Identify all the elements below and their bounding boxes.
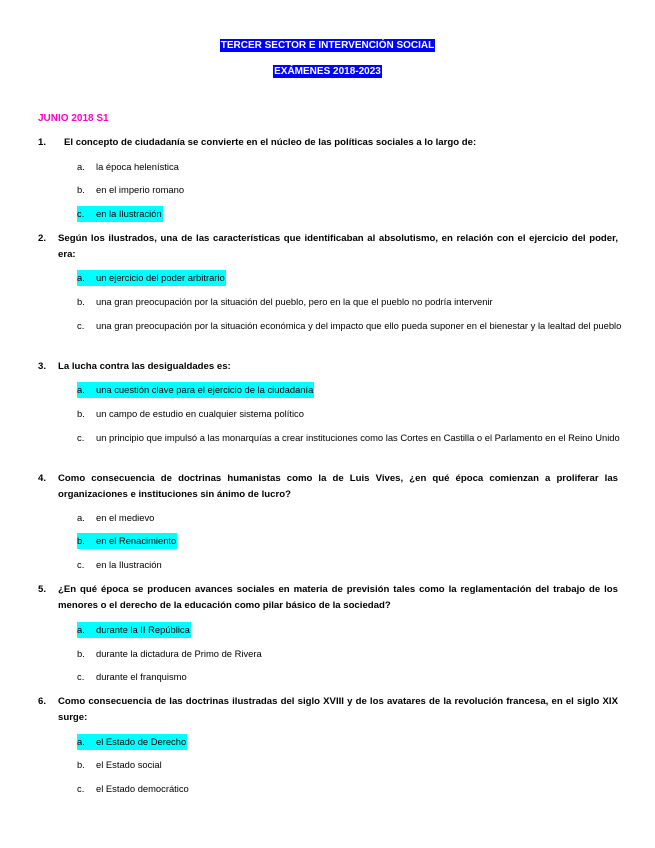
document-title-text: TERCER SECTOR E INTERVENCIÓN SOCIAL (220, 40, 435, 51)
question-text: Como consecuencia de doctrinas humanistas como la de Luis Vives, ¿en qué época comienzan a proliferar las organizaciones e instituciones sin ánimo de lucro? (58, 473, 618, 500)
option-6c: c. el Estado democrático (77, 783, 189, 794)
question-text: El concepto de ciudadanía se convierte en el núcleo de las políticas sociales a lo largo de: (64, 137, 477, 148)
question-number: 5. (38, 584, 47, 595)
document-subtitle-text: EXÁMENES 2018-2023 (274, 66, 381, 77)
option-5c: c. durante el franquismo (77, 671, 187, 682)
option-5b: b. durante la dictadura de Primo de Rivera (77, 648, 262, 659)
option-4b-correct: b. en el Renacimiento (77, 533, 177, 549)
option-6b: b. el Estado social (77, 759, 162, 770)
option-3a-correct: a. una cuestión clave para el ejercicio de la ciudadanía (77, 382, 314, 398)
option-1b: b. en el imperio romano (77, 184, 185, 195)
document-title (0, 40, 655, 51)
question-4 (38, 471, 618, 503)
option-3c: c. un principio que impulsó a las monarquías a crear instituciones como las Cortes en Castilla o el Parlamento en el Reino Unido (77, 432, 620, 443)
option-4a: a. en el medievo (77, 512, 155, 523)
question-text: ¿En qué época se producen avances sociales en materia de previsión tales como la reglamentación del trabajo de los menores o el derecho de la educación como pilar básico de la sociedad? (58, 584, 618, 611)
option-1c-correct: c. en la Ilustración (77, 206, 163, 222)
document-subtitle (0, 66, 655, 77)
option-2b: b. una gran preocupación por la situación del pueblo, pero en la que el pueblo no podría intervenir (77, 296, 493, 307)
question-3 (38, 359, 618, 375)
option-2a-correct: a. un ejercicio del poder arbitrario (77, 270, 226, 286)
question-5 (38, 582, 618, 614)
question-text: Según los ilustrados, una de las características que identificaban al absolutismo, en relación con el ejercicio del poder, era: (58, 233, 618, 260)
option-3b: b. un campo de estudio en cualquier sistema político (77, 408, 304, 419)
section-heading: JUNIO 2018 S1 (38, 113, 109, 124)
question-number: 6. (38, 696, 47, 707)
option-5a-correct: a. durante la II República (77, 622, 191, 638)
question-text: Como consecuencia de las doctrinas ilustradas del siglo XVIII y de los avatares de la revolución francesa, en el siglo XIX surge: (58, 696, 618, 723)
question-1 (38, 135, 618, 151)
question-text: La lucha contra las desigualdades es: (58, 361, 231, 372)
question-6 (38, 694, 618, 726)
question-number: 1. (38, 137, 47, 148)
question-number: 2. (38, 233, 47, 244)
option-6a-correct: a. el Estado de Derecho (77, 734, 187, 750)
question-2 (38, 231, 618, 263)
option-1a: a. la época helenística (77, 161, 179, 172)
option-2c: c. una gran preocupación por la situación económica y del impacto que ello pueda suponer en el bienestar y la lealtad del pueblo (77, 320, 622, 331)
question-number: 3. (38, 361, 47, 372)
option-4c: c. en la Ilustración (77, 559, 162, 570)
question-number: 4. (38, 473, 47, 484)
